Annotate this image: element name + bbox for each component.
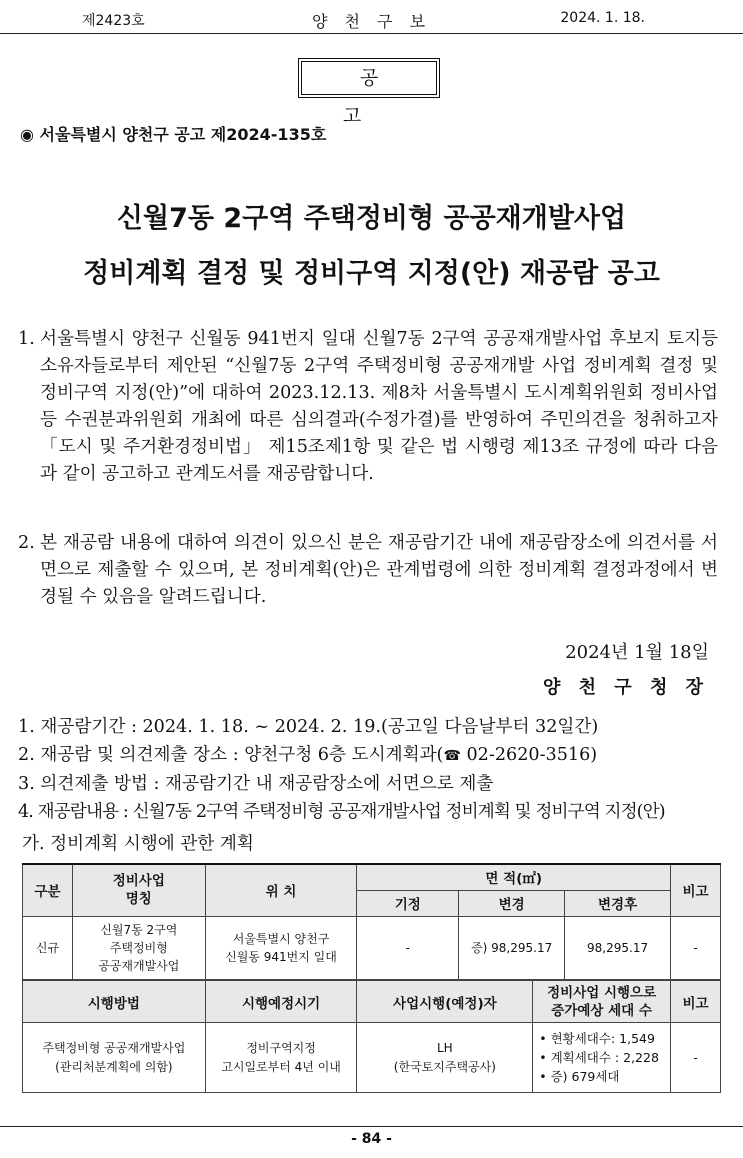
issue-number: 제2423호 xyxy=(82,13,145,29)
item-place-text: 2. 재공람 및 의견제출 장소 : 양천구청 6층 도시계획과( xyxy=(18,745,444,765)
detail-items xyxy=(18,713,728,826)
header-note: 비고 xyxy=(671,864,721,916)
notice-label: 공 고 xyxy=(298,58,440,98)
cell-households xyxy=(533,1023,671,1093)
paragraph-text: 본 재공람 내용에 대하여 의견이 있으신 분은 재공람기간 내에 재공람장소에 의견서를 서면으로 제출할 수 있으며, 본 정비계획(안)은 관계법령에 의한 정비계획 결정과정에서 변경될 수 있음을 알려드립니다. xyxy=(40,533,718,607)
header-area: 면 적(㎡) xyxy=(357,864,671,890)
notice-date: 2024년 1월 18일 xyxy=(565,642,709,663)
header-note: 비고 xyxy=(671,981,721,1023)
execution-table xyxy=(22,980,721,1093)
household-planned: • 계획세대수 : 2,228 xyxy=(539,1048,670,1067)
household-increase: • 증) 679세대 xyxy=(539,1067,670,1086)
table-row xyxy=(23,1023,721,1093)
cell-period: 정비구역지정 고시일로부터 4년 이내 xyxy=(205,1023,357,1093)
cell-method: 주택정비형 공공재개발사업 (관리처분계획에 의함) xyxy=(23,1023,206,1093)
subheading: 가. 정비계획 시행에 관한 계획 xyxy=(22,834,254,854)
header-existing: 기정 xyxy=(357,890,459,916)
paragraph-text: 서울특별시 양천구 신월동 941번지 일대 신월7동 2구역 공공재개발사업 후보지 토지등소유자들로부터 제안된 “신월7동 2구역 주택정비형 공공재개발 사업 정비계획 결정 및 정비구역 지정(안)”에 대하여 2023.12.13. 제8차 서울특별시 도시계획위원회 정비사업 등 수권분과위원회 개최에 따른 심의결과(수정가결)를 반영하여 주민의견을 청취하고자 「도시 및 주거환경정비법」 제15조제1항 및 같은 법 시행령 제13조 규정에 따라 다음과 같이 공고하고 관계도서를 재공람합니다. xyxy=(40,329,718,484)
title-line-1: 신월7동 2구역 주택정비형 공공재개발사업 xyxy=(116,203,627,234)
title-line-2: 정비계획 결정 및 정비구역 지정(안) 재공람 공고 xyxy=(83,258,660,289)
cell-note: - xyxy=(671,916,721,979)
item-period: 1. 재공람기간 : 2024. 1. 18. ~ 2024. 2. 19.(공고일 다음날부터 32일간) xyxy=(18,717,599,737)
cell-location: 서울특별시 양천구 신월동 941번지 일대 xyxy=(205,916,357,979)
header-category: 구분 xyxy=(23,864,73,916)
cell-after: 98,295.17 xyxy=(565,916,671,979)
item-place-phone: 02-2620-3516) xyxy=(460,745,598,765)
footer-rule xyxy=(0,1126,743,1127)
cell-existing: - xyxy=(357,916,459,979)
item-content: 4. 재공람내용 : 신월7동 2구역 주택정비형 공공재개발사업 정비계획 및 정비구역 지정(안) xyxy=(18,802,665,822)
notice-number: ◉ 서울특별시 양천구 공고 제2024-135호 xyxy=(20,125,327,144)
paragraph-2 xyxy=(18,530,718,611)
paragraph-1 xyxy=(18,326,718,488)
phone-icon: ☎ xyxy=(443,748,461,764)
header-location: 위 치 xyxy=(205,864,357,916)
header-after: 변경후 xyxy=(565,890,671,916)
item-place xyxy=(18,741,728,770)
header-method: 시행방법 xyxy=(23,981,206,1023)
table-row xyxy=(23,916,721,979)
cell-note: - xyxy=(671,1023,721,1093)
cell-change: 증) 98,295.17 xyxy=(459,916,565,979)
cell-project-name: 신월7동 2구역 주택정비형 공공재개발사업 xyxy=(72,916,205,979)
paragraph-number: 2. xyxy=(18,533,35,553)
header-change: 변경 xyxy=(459,890,565,916)
header-households: 정비사업 시행으로 증가예상 세대 수 xyxy=(533,981,671,1023)
issuer: 양 천 구 청 장 xyxy=(542,677,709,698)
cell-operator: LH (한국토지주택공사) xyxy=(357,1023,533,1093)
header-period: 시행예정시기 xyxy=(205,981,357,1023)
header-project-name: 정비사업 명칭 xyxy=(72,864,205,916)
plan-table xyxy=(22,863,721,980)
page-header xyxy=(0,10,743,32)
header-operator: 사업시행(예정)자 xyxy=(357,981,533,1023)
item-method: 3. 의견제출 방법 : 재공람기간 내 재공람장소에 서면으로 제출 xyxy=(18,774,494,794)
page-number: - 84 - xyxy=(351,1131,392,1147)
paragraph-number: 1. xyxy=(18,329,35,349)
header-rule xyxy=(0,33,743,34)
cell-category: 신규 xyxy=(23,916,73,979)
household-current: • 현황세대수: 1,549 xyxy=(539,1029,670,1048)
issue-date: 2024. 1. 18. xyxy=(560,10,645,26)
publication-name: 양 천 구 보 xyxy=(311,12,432,31)
